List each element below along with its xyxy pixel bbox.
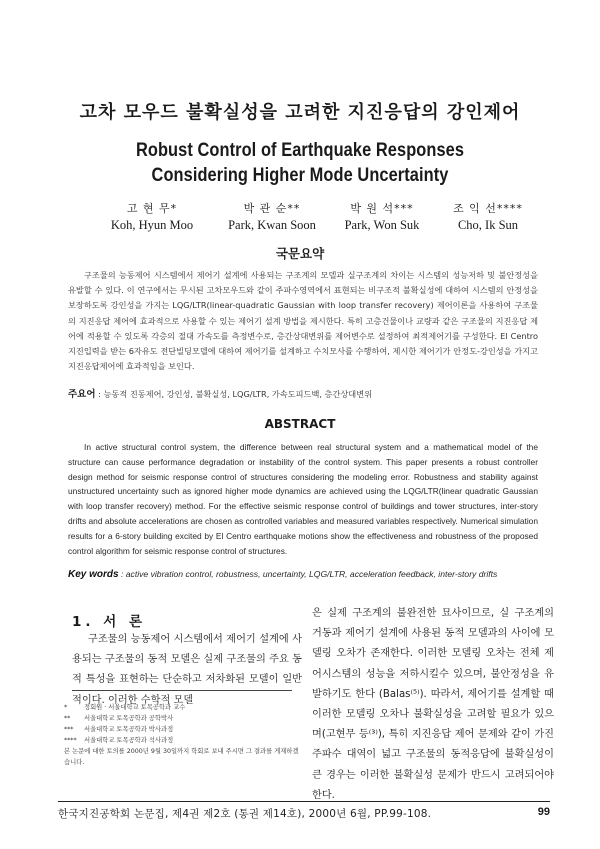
author-name-korean: 박 관 순** — [243, 202, 301, 215]
author-name-korean: 고 현 무* — [126, 202, 178, 215]
author-name-english: Park, Won Suk — [344, 218, 420, 232]
journal-citation: 한국지진공학회 논문집, 제4권 제2호 (통권 제14호), 2000년 6월, PP.99-108. — [58, 808, 432, 820]
page-number: 99 — [537, 806, 550, 818]
footnote: *** 서울대학교 토목공학과 박사과정 — [64, 726, 174, 733]
author-name-english: Cho, Ik Sun — [457, 218, 519, 232]
footer-divider — [58, 801, 550, 802]
footnote: ** 서울대학교 토목공학과 공학박사 — [64, 715, 174, 722]
english-keywords — [68, 569, 548, 580]
author-name-english: Park, Kwan Soon — [228, 218, 316, 232]
author-4 — [428, 200, 548, 233]
korean-abstract-heading: 국문요약 — [275, 246, 325, 261]
author-1 — [92, 200, 212, 233]
korean-abstract-body: 구조물의 능동제어 시스템에서 제어기 설계에 사용되는 구조계의 모델과 실구조계의 차이는 시스템의 성능저하 및 불안정성을 유발할 수 있다. 이 연구에서는 무시된 고차모우드와 같이 주파수영역에서 표현되는 비구조적 불확실성에 대하여 시스템의 안정성을 보장하도록 강인성을 가지는 LQG/LTR(linear-quadratic Gaussian with loop transfer recovery) 제어이론을 사용하여 구조물의 지진응답 제어에 효과적으로 사용할 수 있는 제어기 설계 방법을 제시한다. 특히 고층건물이나 교량과 같은 구조물의 지진응답 제어에 적용할 수 있도록 각층의 절대 가속도를 측정변수로, 층간상대변위를 제어변수로 설정하여 최적제어기를 구성한다. El Centro 지진입력을 받는 6자유도 전단빌딩모델에 대하여 제어기를 설계하고 수치모사를 수행하여, 제시한 제어기가 안정도-강인성을 가지고 지진응답제어에 효과적임을 보인다. — [68, 270, 538, 372]
keywords-separator: : — [98, 389, 104, 399]
title-korean: 고차 모우드 불확실성을 고려한 지진응답의 강인제어 — [79, 102, 521, 123]
korean-keywords-label: 주요어 — [68, 389, 96, 400]
title-english-line2: Considering Higher Mode Uncertainty — [151, 164, 449, 186]
footnote: **** 서울대학교 토목공학과 석사과정 — [64, 737, 174, 744]
korean-keywords-text: 능동적 진동제어, 강인성, 불확실성, LQG/LTR, 가속도피드백, 층간상대변위 — [103, 389, 373, 399]
korean-keywords — [68, 386, 538, 400]
author-2 — [212, 200, 332, 233]
footnote-divider — [72, 690, 292, 691]
title-english-line1: Robust Control of Earthquake Responses — [135, 139, 465, 161]
author-name-english: Koh, Hyun Moo — [110, 218, 194, 232]
body-text-right-column: 은 실제 구조계의 불완전한 묘사이므로, 실 구조계의 거동과 제어기 설계에 사용된 동적 모델과의 사이에 모델링 오차가 존재한다. 이러한 모델링 오차는 전체 제어시스템의 성능을 저하시킬수 있으며, 불안정성을 유발하기도 한다 (Balas⁽⁵⁾). 따라서, 제어기를 설계할 때 이러한 모델링 오차나 불확실성을 고려할 필요가 있으며(고현무 등⁽³⁾), 특히 지진응답 제어 문제와 같이 가진 주파수 대역이 넓고 구조물의 동적응답에 불확실성이 큰 경우는 이러한 불확실성 문제가 반드시 고려되어야 한다. — [312, 608, 554, 801]
english-keywords-label: Key words — [68, 569, 119, 580]
english-abstract-heading: ABSTRACT — [264, 417, 336, 431]
author-name-korean: 박 원 석*** — [350, 202, 414, 215]
section-heading-introduction: 1. 서 론 — [72, 614, 147, 630]
body-text-left-column: 구조물의 능동제어 시스템에서 제어기 설계에 사용되는 구조물의 동적 모델은 실제 구조물의 주요 동적 특성을 표현하는 단순하고 저차화된 모델이 일반적이다. 이러한 수학적 모델 — [72, 634, 302, 706]
keywords-separator: : — [120, 569, 126, 579]
english-keywords-text: active vibration control, robustness, uncertainty, LQG/LTR, acceleration feedback, inter-story drifts — [125, 569, 498, 579]
footnote-discussion-notice: 본 논문에 대한 토의를 2000년 9월 30일까지 학회로 보내 주시면 그 결과를 게재하겠습니다. — [64, 748, 299, 766]
author-name-korean: 조 익 선**** — [453, 202, 523, 215]
footnote: * 정회원 · 서울대학교 토목공학과 교수 — [64, 704, 186, 711]
footnotes — [64, 702, 304, 768]
author-3 — [322, 200, 442, 233]
english-abstract-body: In active structural control system, the difference between real structural system and a mathematical model of the structure can cause performance degradation or instability of the control system. This paper presents a robust controller design method for seismic response control of structures considering the modeling error. Robustness and stability against unstructured uncertainty such as ignored higher mode dynamics are achieved using the LQG/LTR(linear quadratic Gaussian with loop transfer recovery) method. For the effective seismic response control of buildings and tower structures, inter-story drifts and absolute accelerations are chosen as controlled variables and measured variables respectively. Numerical simulation results for a 6-story building excited by El Centro earthquake motions show the effectiveness and robustness of the proposed control algorithm for seismic response control of structures. — [68, 442, 538, 556]
